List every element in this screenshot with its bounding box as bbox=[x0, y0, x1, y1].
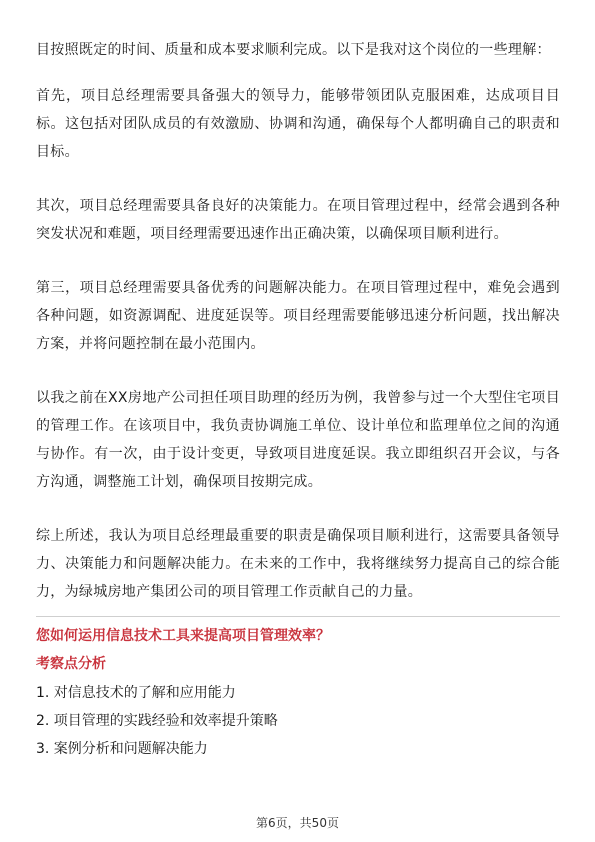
section-divider bbox=[36, 616, 560, 617]
analysis-title: 考察点分析 bbox=[36, 656, 106, 672]
paragraph-experience-example: 以我之前在XX房地产公司担任项目助理的经历为例，我曾参与过一个大型住宅项目的管理工作。在该项目中，我负责协调施工单位、设计单位和监理单位之间的沟通与协作。有一次，由于设计变更，导致项目进度延误。我立即组织召开会议，与各方沟通，调整施工计划，确保项目按期完成。 bbox=[36, 390, 560, 490]
analysis-point: 2. 项目管理的实践经验和效率提升策略 bbox=[36, 713, 278, 729]
analysis-point: 1. 对信息技术的了解和应用能力 bbox=[36, 685, 236, 701]
interview-question: 您如何运用信息技术工具来提高项目管理效率？ bbox=[36, 628, 330, 644]
paragraph-decision: 其次，项目总经理需要具备良好的决策能力。在项目管理过程中，经常会遇到各种突发状况和难题，项目经理需要迅速作出正确决策，以确保项目顺利进行。 bbox=[36, 198, 560, 242]
analysis-point: 3. 案例分析和问题解决能力 bbox=[36, 741, 208, 757]
paragraph-problem-solving: 第三，项目总经理需要具备优秀的问题解决能力。在项目管理过程中，难免会遇到各种问题，如资源调配、进度延误等。项目经理需要能够迅速分析问题，找出解决方案，并将问题控制在最小范围内。 bbox=[36, 280, 560, 352]
analysis-points-list bbox=[36, 679, 560, 763]
page-number-footer: 第6页，共50页 bbox=[256, 816, 339, 830]
paragraph-intro: 目按照既定的时间、质量和成本要求顺利完成。以下是我对这个岗位的一些理解： bbox=[36, 42, 551, 58]
paragraph-summary: 综上所述，我认为项目总经理最重要的职责是确保项目顺利进行，这需要具备领导力、决策能力和问题解决能力。在未来的工作中，我将继续努力提高自己的综合能力，为绿城房地产集团公司的项目管理工作贡献自己的力量。 bbox=[36, 528, 560, 600]
paragraph-leadership: 首先，项目总经理需要具备强大的领导力，能够带领团队克服困难，达成项目目标。这包括对团队成员的有效激励、协调和沟通，确保每个人都明确自己的职责和目标。 bbox=[36, 88, 560, 160]
page-content bbox=[36, 36, 560, 763]
